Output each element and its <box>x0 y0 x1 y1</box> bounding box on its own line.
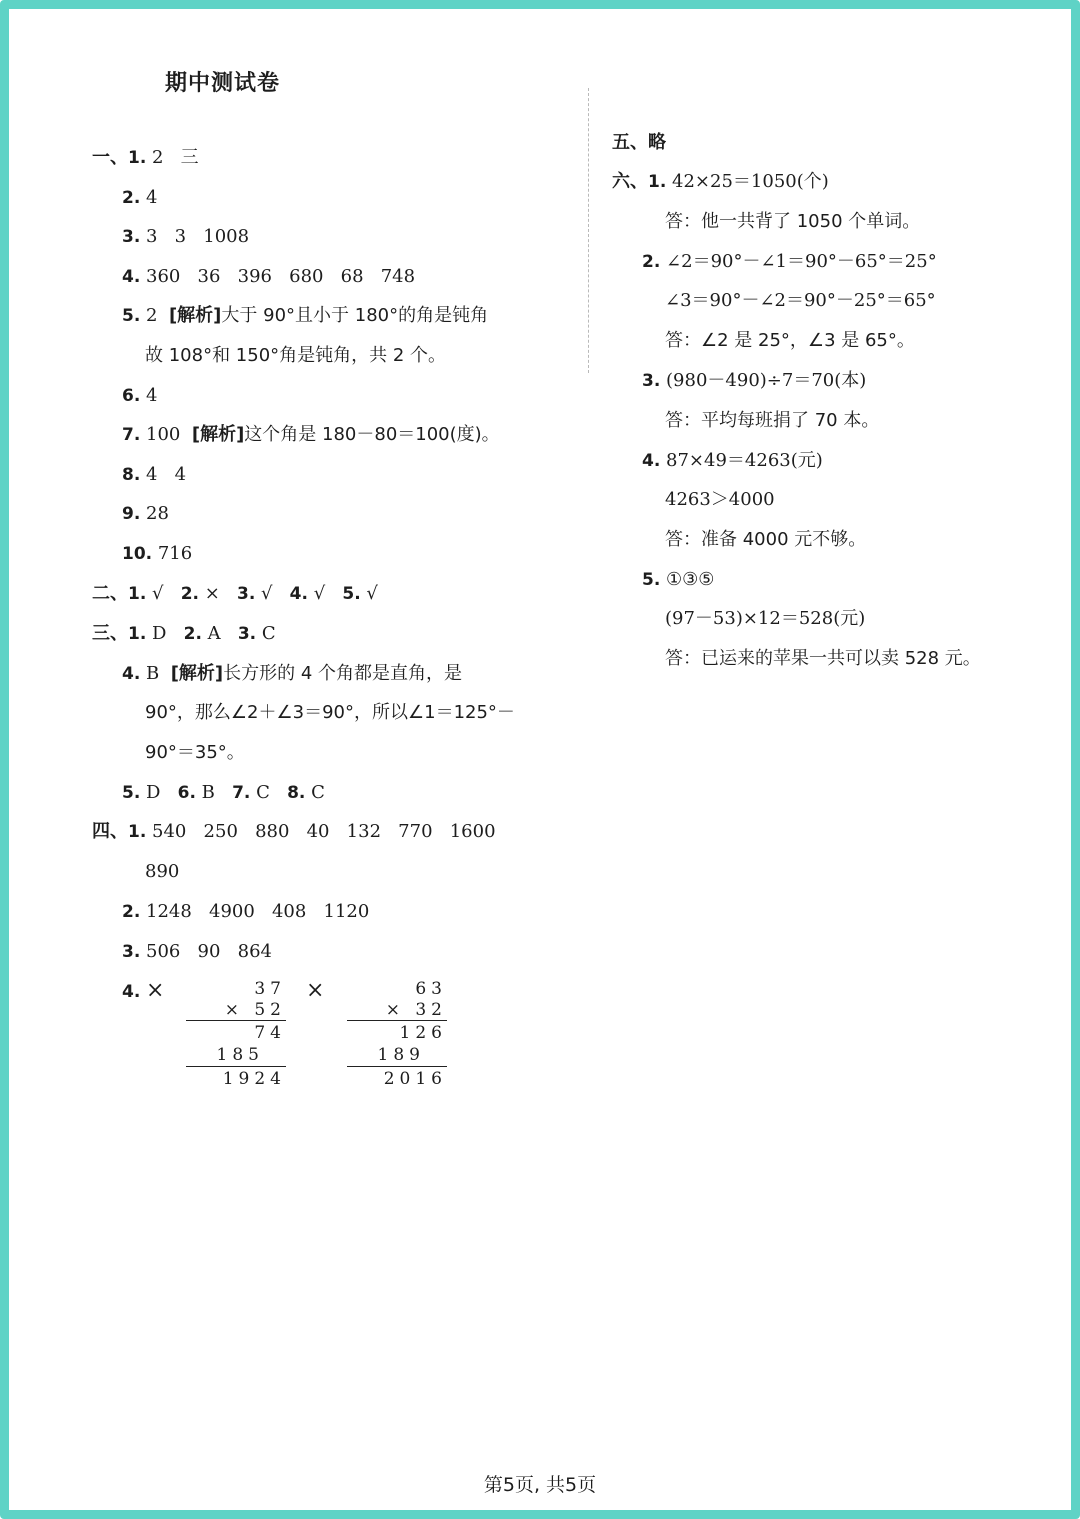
answer-text: 87×49＝4263(元) <box>666 450 823 471</box>
question-number: 1. <box>128 148 147 168</box>
column-divider <box>588 88 589 373</box>
question-number: 4. <box>642 451 661 471</box>
answer-text: 长方形的 4 个角都是直角，是 <box>223 663 463 684</box>
partial-product: 189 <box>377 1045 425 1065</box>
answer-text: B <box>201 782 215 803</box>
answer-line <box>642 366 866 396</box>
answer-text: 28 <box>146 503 169 524</box>
section-label: 四、 <box>92 821 128 842</box>
analysis-tag: [解析] <box>168 305 222 326</box>
answer-text: √ <box>152 583 164 604</box>
answer-text: 2 三 <box>152 147 199 168</box>
answer-text: 4 <box>146 385 158 406</box>
partial-product: 74 <box>254 1023 286 1043</box>
section-label: 三、 <box>92 623 128 644</box>
section-label: 一、 <box>92 147 128 168</box>
question-number: 7. <box>232 783 251 803</box>
question-number: 6. <box>122 386 141 406</box>
question-number: 6. <box>177 783 196 803</box>
answer-text: 506 90 864 <box>146 941 272 962</box>
question-number: 4. <box>289 584 308 604</box>
question-number: 5. <box>642 570 661 590</box>
calc-rule <box>347 1020 447 1021</box>
answer-line <box>122 937 272 967</box>
answer-line <box>122 262 415 292</box>
answer-line <box>122 659 462 689</box>
product-result: 1924 <box>222 1069 286 1089</box>
multiplier: × 52 <box>224 1000 286 1020</box>
answer-line <box>122 460 186 490</box>
question-number: 1. <box>128 624 147 644</box>
question-number: 10. <box>122 544 153 564</box>
wrong-mark <box>306 976 324 1006</box>
question-number: 5. <box>342 584 361 604</box>
question-number: 5. <box>122 306 141 326</box>
multiplier: × 32 <box>385 1000 447 1020</box>
answer-line <box>122 381 157 411</box>
answer-text: 42×25＝1050(个) <box>672 171 829 192</box>
question-number: 3. <box>236 584 256 604</box>
answer-statement: 答：∠2 是 25°，∠3 是 65°。 <box>665 330 915 351</box>
answer-line <box>122 539 192 569</box>
question-number: 4. <box>122 982 141 1002</box>
answer-statement: 答：准备 4000 元不够。 <box>665 529 867 550</box>
answer-text: 2 <box>146 305 169 326</box>
calc-rule <box>186 1020 286 1021</box>
answer-continuation: 90°＝35°。 <box>145 742 245 763</box>
wrong-mark: × <box>146 978 165 1003</box>
answer-text: 4 <box>146 187 158 208</box>
partial-product: 185 <box>216 1045 264 1065</box>
analysis-tag: [解析] <box>191 424 245 445</box>
answer-line <box>642 247 937 277</box>
answer-continuation: 4263＞4000 <box>665 489 775 510</box>
answer-text: D <box>152 623 167 644</box>
question-number: 3. <box>122 227 141 247</box>
answer-line <box>92 619 276 649</box>
answer-line <box>642 565 714 595</box>
answer-continuation: 故 108°和 150°角是钝角，共 2 个。 <box>145 345 447 366</box>
section-label: 二、 <box>92 583 128 604</box>
question-number: 8. <box>287 783 306 803</box>
answer-text: √ <box>313 583 326 604</box>
question-number: 2. <box>122 188 141 208</box>
answer-text: 360 36 396 680 68 748 <box>146 266 416 287</box>
answer-text: ∠2＝90°－∠1＝90°－65°＝25° <box>666 251 937 272</box>
question-number: 9. <box>122 504 141 524</box>
answer-line <box>92 579 378 609</box>
analysis-tag: [解析] <box>170 663 224 684</box>
question-number: 1. <box>128 584 147 604</box>
page-footer: 第5页, 共5页 <box>483 1474 597 1496</box>
section-label: 五、略 <box>612 132 666 153</box>
question-number: 3. <box>122 942 141 962</box>
answer-statement: 答：他一共背了 1050 个单词。 <box>665 211 921 232</box>
answer-text: ①③⑤ <box>666 569 715 590</box>
question-number: 3. <box>642 371 661 391</box>
answer-continuation: 90°，那么∠2＋∠3＝90°，所以∠1＝125°－ <box>145 702 515 723</box>
question-number: 1. <box>128 822 147 842</box>
answer-text: 100 <box>146 424 192 445</box>
answer-line <box>122 183 157 213</box>
answer-text: √ <box>366 583 378 604</box>
answer-line <box>122 499 169 529</box>
answer-line <box>122 976 164 1006</box>
multiplicand: 63 <box>415 979 447 999</box>
answer-line <box>122 301 488 331</box>
answer-text: B <box>146 663 171 684</box>
answer-text: A <box>207 623 221 644</box>
question-number: 2. <box>122 902 141 922</box>
question-number: 4. <box>122 664 141 684</box>
page-title: 期中测试卷 <box>165 71 281 96</box>
answer-text: 4 4 <box>146 464 187 485</box>
section-label: 六、 <box>612 171 648 192</box>
answer-text: C <box>261 623 276 644</box>
calc-rule <box>186 1066 286 1067</box>
answer-text: 大于 90°且小于 180°的角是钝角 <box>221 305 489 326</box>
question-number: 5. <box>122 783 141 803</box>
vertical-multiplication <box>186 978 286 1094</box>
question-number: 7. <box>122 425 141 445</box>
answer-continuation: 890 <box>145 861 180 882</box>
wrong-mark-symbol: × <box>306 978 325 1003</box>
answer-line <box>122 420 500 450</box>
answer-statement: 答：平均每班捐了 70 本。 <box>665 410 880 431</box>
answer-text: 1248 4900 408 1120 <box>146 901 370 922</box>
answer-continuation: (97－53)×12＝528(元) <box>665 608 866 629</box>
question-number: 2. <box>180 584 199 604</box>
answer-line <box>122 897 369 927</box>
question-number: 2. <box>642 252 661 272</box>
question-number: 8. <box>122 465 141 485</box>
answer-text: 3 3 1008 <box>146 226 250 247</box>
answer-text: √ <box>261 583 273 604</box>
question-number: 2. <box>183 624 202 644</box>
vertical-multiplication <box>347 978 447 1094</box>
answer-text: D <box>146 782 161 803</box>
answer-line <box>92 143 199 173</box>
answer-text: (980－490)÷7＝70(本) <box>666 370 867 391</box>
answer-line <box>612 167 829 197</box>
answer-continuation: ∠3＝90°－∠2＝90°－25°＝65° <box>665 290 936 311</box>
answer-text: C <box>311 782 325 803</box>
answer-line <box>122 778 325 808</box>
question-number: 3. <box>237 624 257 644</box>
answer-statement: 答：已运来的苹果一共可以卖 528 元。 <box>665 648 981 669</box>
answer-line <box>92 817 496 847</box>
answer-line <box>642 446 823 476</box>
calc-rule <box>347 1066 447 1067</box>
question-number: 4. <box>122 267 141 287</box>
answer-line <box>122 222 249 252</box>
answer-text: × <box>204 583 220 604</box>
partial-product: 126 <box>399 1023 447 1043</box>
answer-text: 716 <box>157 543 193 564</box>
answer-text: 540 250 880 40 132 770 1600 <box>152 821 496 842</box>
multiplicand: 37 <box>254 979 286 999</box>
question-number: 1. <box>648 172 667 192</box>
answer-text: 这个角是 180－80＝100(度)。 <box>244 424 500 445</box>
product-result: 2016 <box>383 1069 447 1089</box>
answer-text: C <box>256 782 270 803</box>
